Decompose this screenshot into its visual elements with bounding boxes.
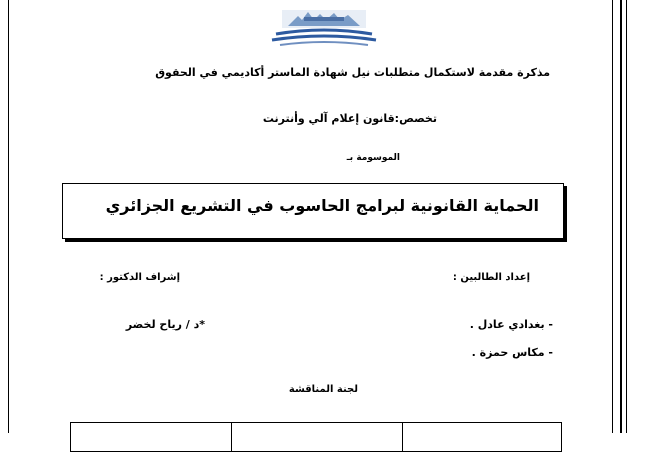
table-cell xyxy=(403,423,562,452)
jury-table xyxy=(70,422,562,452)
thesis-title: الحماية القانونية لبرامج الحاسوب في التشريع الجزائري xyxy=(105,196,539,215)
table-cell xyxy=(232,423,403,452)
page-border-left xyxy=(8,0,9,433)
page-border-right xyxy=(620,0,622,433)
table-cell xyxy=(71,423,232,452)
student-name: - مكاس حمزة . xyxy=(471,346,553,359)
titled-by-label: الموسومة بـ xyxy=(346,153,400,163)
supervisor-name: *د / رياح لخضر xyxy=(125,318,205,331)
memoir-intro: مذكرة مقدمة لاستكمال متطلبات نيل شهادة الماستر أكاديمي في الحقوق xyxy=(155,66,550,79)
specialization: تخصص:قانون إعلام آلي وأنترنت xyxy=(262,112,437,125)
student-name: - بغدادي عادل . xyxy=(469,318,553,331)
supervisor-label: إشراف الدكتور : xyxy=(99,272,180,283)
university-logo xyxy=(268,8,380,48)
students-label: إعداد الطالبين : xyxy=(452,272,530,283)
table-row xyxy=(71,423,562,452)
title-box xyxy=(62,183,564,239)
jury-label: لجنة المناقشة xyxy=(288,384,358,395)
page-border-right xyxy=(612,0,613,433)
page-border-right xyxy=(626,0,627,433)
